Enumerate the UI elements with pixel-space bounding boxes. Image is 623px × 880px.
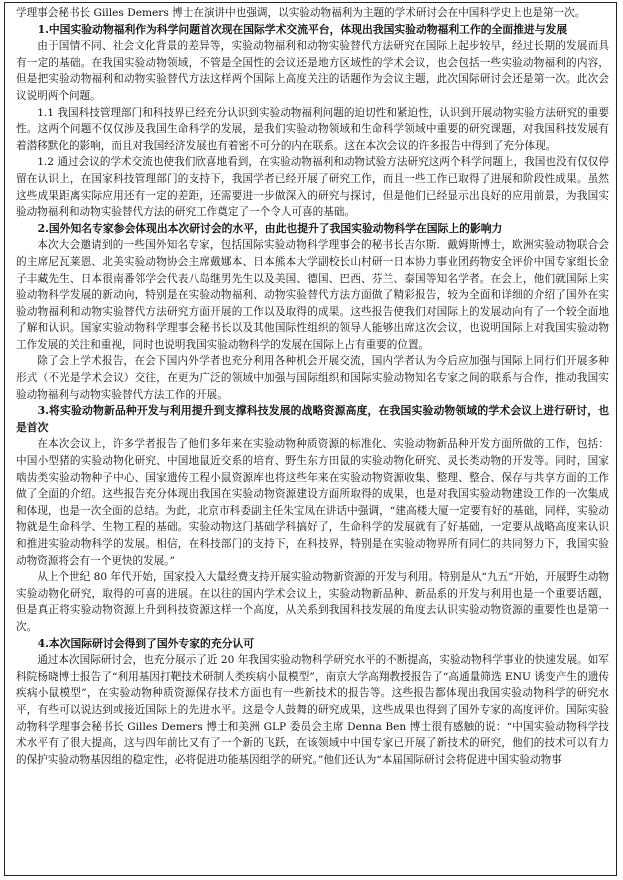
paragraph: 通过本次国际研讨会，也充分展示了近 20 年我国实验动物科学研究水平的不断提高，实验动物科学事业的快速发展。如军科院杨晓博士报告了“利用基因打靶技术研制人类疾病小鼠模型”，南京大学高翔教授报告了“高通量筛选 ENU 诱变产生的遗传疾病小鼠模型”，在实验动物种质资源保存技术方面也有一些新技术的报告等。这些报告都体现出我国实验动物科学的研究水平，有些可以说达到或接近国际上的先进水平。这是令人鼓舞的研究成果，这些成果也得到了国外专家的高度评价。国际实验动物科学理事会秘书长 Gilles Demers 博士和美洲 GLP 委员会主席 Denna Ben 博士很有感触的说：“中国实验动物科学技术水平有了很大提高，这与四年前比又有了一个新的飞跃，在该领域中中国专家已开展了新技术的研究，他们的技术可以有力的保护实验动物基因组的稳定性，必将促进功能基因组学的研究。”他们还认为“本届国际研讨会将促进中国实验动物事 (16, 654, 609, 766)
section-heading: 3.将实验动物新品种开发与利用提升到支撑科技发展的战略资源高度，在我国实验动物领域的学术会议上进行研讨，也是首次 (16, 404, 609, 434)
section-heading: 2.国外知名专家参会体现出本次研讨会的水平，由此也提升了我国实验动物科学在国际上的影响力 (37, 221, 503, 235)
section-heading: 1.中国实验动物福利作为科学问题首次现在国际学术交流平台，体现出我国实验动物福利工作的全面推进与发展 (37, 22, 568, 36)
paragraph: 1.1 我国科技管理部门和科技界已经充分认识到实验动物福利问题的迫切性和紧迫性，认识到开展动物实验方法研究的重要性。这两个问题不仅仅涉及我国生命科学的发展，是我们实验动物领域和生命科学领域中重要的研究课题，对我国科技发展有着潜移默化的影响，而且对我国经济发展也有着密不可分的内在联系。这在本次会议的许多报告中得到了充分体现。 (16, 106, 609, 152)
paragraph: 从上个世纪 80 年代开始，国家投入大量经费支持开展实验动物新资源的开发与利用。特别是从“九五”开始，开展野生动物实验动物化研究，取得的可喜的进展。在以往的国内学术会议上，实验动物新品种、新品系的开发与利用也是一个重要话题，但是真正将实验动物资源上升到科技资源这样一个高度，从关系到我国科技发展的角度去认识实验动物资源的重要性也是第一次。 (16, 571, 609, 633)
document-page (4, 2, 617, 876)
paragraph: 在本次会议上，许多学者报告了他们多年来在实验动物种质资源的标准化、实验动物新品种开发方面所做的工作，包括：中国小型猪的实验动物化研究、中国地鼠近交系的培育、野生东方田鼠的实验动物化研究、灵长类动物的开发等。同时，国家啮齿类实验动物种子中心、国家遗传工程小鼠资源库也将这些年来在实验动物资源收集、整理、整合、保存与共享方面的工作做了全面的介绍。这些报告充分体现出我国在实验动物资源建设方面所取得的成果，也是对我国实验动物建设工作的一次集成和体现，也是一次全面的总结。为此，北京市科委副主任朱宝凤在讲话中强调，“建高楼大厦一定要有好的基础，同样，实验动物就是生命科学、生物工程的基础。实验动物这门基础学科搞好了，生命科学的发展就有了好基础，一定要从战略高度来认识和推进实验动物科学的发展。相信，在科技部门的支持下，在科技界，特别是在实验动物界所有同仁的共同努力下，我国实验动物资源将会有一个更快的发展。” (16, 438, 609, 567)
section-heading: 4.本次国际研讨会得到了国外专家的充分认可 (37, 636, 255, 650)
paragraph: 本次大会邀请到的一些国外知名专家，包括国际实验动物科学理事会的秘书长吉尔斯．戴姆斯博士，欧洲实验动物联合会的主席尼瓦莱恩、北美实验动物协会主席戴娜本、日本熊本大学副校长山村研一日本协力事业团药物安全评价中国专家组长金子丰藏先生、日本很南番邻学会代表八岛继男先生以及美国、德国、巴西、芬兰、泰国等知名学者。在会上，他们就国际上实验动物科学发展的新动向，特别是在实验动物福利、动物实验替代方法方面做了精彩报告，较为全面和详细的介绍了国外在实验动物福利和动物实验替代方法研究方面开展的工作以及取得的成果。这些报告使我们对国际上的发展动向有了一个较全面地了解和认识。国家实验动物科学理事会秘书长以及其他国际性组织的领导人能够出席这次会议，也说明国际上对我国实验动物工作发展的关注和重视，同时也说明我国实验动物科学的发展在国际上占有重要的位置。 (16, 239, 609, 351)
document-body (5, 3, 616, 768)
paragraph: 学理事会秘书长 Gilles Demers 博士在演讲中也强调，以实验动物福利为主题的学术研讨会在中国科学史上也是第一次。 (16, 7, 586, 19)
paragraph: 1.2 通过会议的学术交流也使我们欣喜地看到，在实验动物福利和动物试验方法研究这两个科学问题上，我国也没有仅仅停留在认识上，在国家科技管理部门的支持下，我国学者已经开展了研究工作，而且一些工作已取得了进展和阶段性成果。虽然这些成果距离实际应用还有一定的差距，还需要进一步做深入的研究与探讨，但是他们已经显示出良好的应用前景，为我国实验动物福利和动物实验替代方法的研究工作奠定了一个令人可喜的基础。 (16, 156, 609, 219)
paragraph: 由于国情不同、社会文化背景的差异等，实验动物福利和动物实验替代方法研究在国际上起步较早，经过长期的发展而具有一定的基础。在我国实验动物领域，不管是全国性的会议还是地方区域性的学术会议，也会包括一些实验动物福利的内容，但是把实验动物福利和动物实验替代方法这样两个国际上高度关注的话题作为会议主题，此次国际研讨会还是第一次。此次会议说明两个问题。 (16, 40, 609, 102)
paragraph: 除了会上学术报告，在会下国内外学者也充分利用各种机会开展交流，国内学者认为今后应加强与国际上同行们开展多种形式（不光是学术会议）交往，在更为广泛的领域中加强与国际组织和国际实验动物知名专家之间的联系与合作，推动我国实验动物福利与动物实验替代方法工作的开展。 (16, 355, 609, 401)
